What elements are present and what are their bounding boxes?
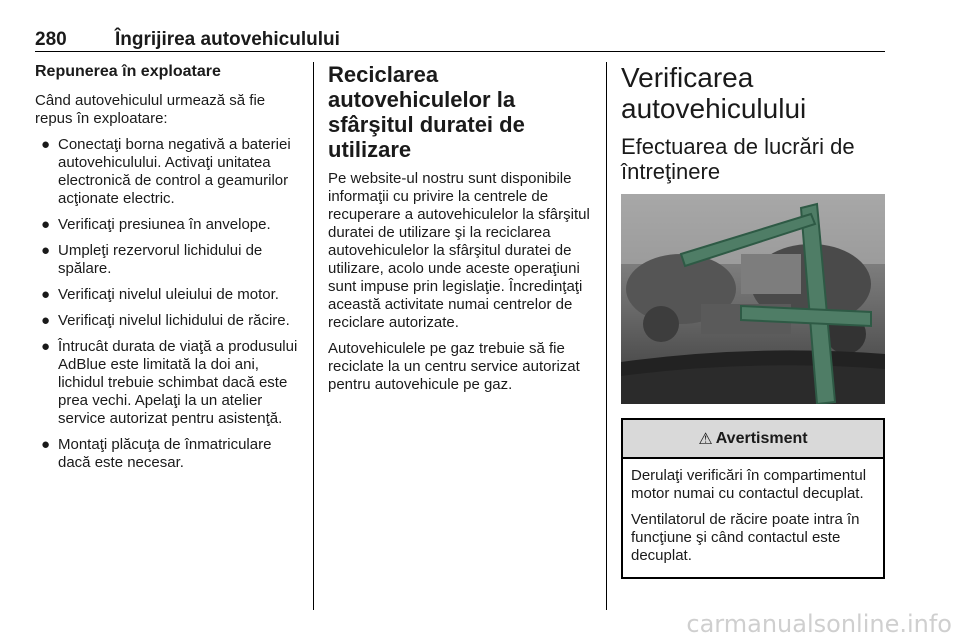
warning-paragraph: Ventilatorul de răcire poate intra în funcţiune şi când contactul este decuplat. [631,511,860,564]
page-number: 280 [35,29,67,50]
section-heading: Efectuarea de lucrări de întreţinere [621,134,855,184]
list-item: ● Verificaţi nivelul uleiului de motor. [41,286,279,303]
bullet-icon: ● [41,242,51,259]
chapter-title: Îngrijirea autovehiculului [115,29,340,50]
intro-paragraph: Când autovehiculul urmează să fie repus în exploatare: [35,92,266,127]
chapter-heading: Verificarea autovehiculului [621,62,807,124]
column-recycling [328,62,594,402]
bullet-list [35,136,300,472]
column-recommissioning [35,62,300,480]
list-item: ● Umpleţi rezervorul lichidului de spălare. [41,242,263,277]
bullet-icon: ● [41,286,51,303]
list-item: ● Verificaţi presiunea în anvelope. [41,216,271,233]
list-item: ● Conectaţi borna negativă a bateriei autovehiculului. Activaţi unitatea electronică de control a geamurilor acţionate electric. [41,136,291,207]
warning-header [623,420,883,459]
engine-bay-photo [621,194,885,404]
paragraph: Autovehiculele pe gaz trebuie să fie reciclate la un centru service autorizat pentru autovehicule pe gaz. [328,340,580,393]
section-heading: Reciclarea autovehiculelor la sfârşitul duratei de utilizare [328,62,525,162]
list-item: ● Montaţi plăcuţa de înmatriculare dacă este necesar. [41,436,272,471]
warning-title: Avertisment [715,429,808,447]
warning-icon: ⚠ [698,430,713,448]
column-divider [313,62,314,610]
bullet-icon: ● [41,136,51,153]
section-heading: Repunerea în exploatare [35,63,221,80]
warning-body [623,459,883,577]
list-item: ● Verificaţi nivelul lichidului de răcire. [41,312,290,329]
bullet-icon: ● [41,312,51,329]
page-header [35,29,885,52]
watermark: carmanualsonline.info [686,610,952,638]
warning-paragraph: Derulaţi verificări în compartimentul motor numai cu contactul decuplat. [631,467,867,502]
bullet-icon: ● [41,436,51,453]
column-vehicle-check [621,62,885,579]
warning-box [621,418,885,579]
column-divider [606,62,607,610]
paragraph: Pe website-ul nostru sunt disponibile informaţii cu privire la centrele de recuperare a autovehiculelor la sfârşitul duratei de utilizare şi la reciclarea autovehiculelor la sfârşitul duratei de utilizare, acolo unde aceste operaţiuni sunt impuse prin legislaţie. Încredinţaţi această activitate numai centrelor de reciclare autorizate. [328,170,590,331]
list-item: ● Întrucât durata de viaţă a produsului AdBlue este limitată la doi ani, lichidul trebuie schimbat dacă este prea vechi. Apelaţi la un atelier service autorizat pentru asistenţă. [41,338,298,427]
engine-bay-icon [621,194,885,404]
bullet-icon: ● [41,338,51,355]
bullet-icon: ● [41,216,51,233]
